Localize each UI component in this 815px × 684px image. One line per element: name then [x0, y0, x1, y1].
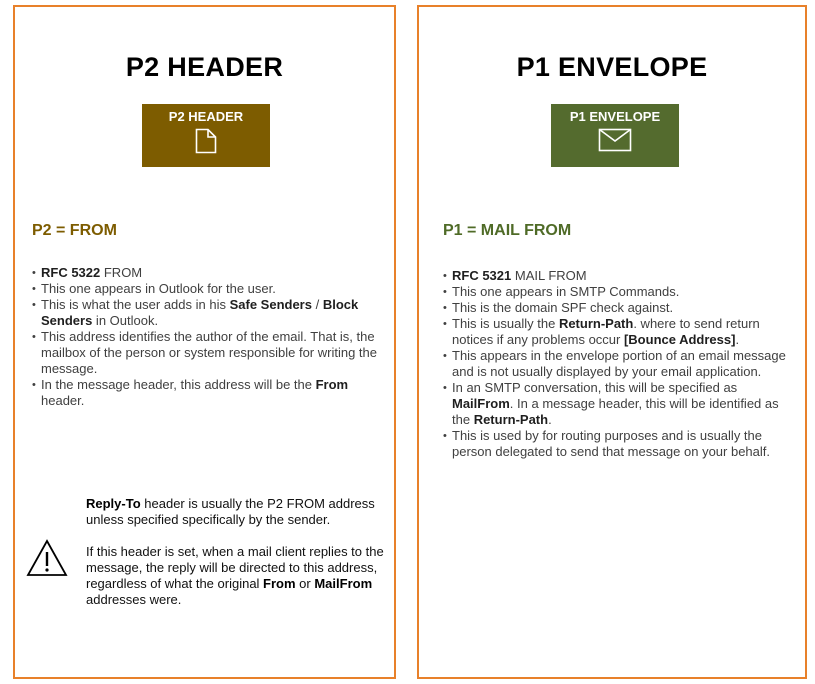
- bullet-item: [443, 284, 788, 300]
- bold-term: Reply-To: [86, 496, 141, 511]
- text-span: in Outlook.: [92, 313, 159, 328]
- bullet-item: [443, 380, 788, 428]
- p2-subheading: P2 = FROM: [32, 222, 117, 239]
- p1-title: P1 ENVELOPE: [516, 52, 708, 82]
- text-span: This is what the user adds in his: [41, 297, 230, 312]
- bold-term: Block Senders: [41, 297, 359, 328]
- text-span: This one appears in Outlook for the user.: [41, 281, 276, 296]
- text-span: /: [311, 297, 323, 312]
- p2-title: P2 HEADER: [125, 52, 284, 82]
- bullet-item: [443, 316, 788, 348]
- p2-badge: [142, 104, 270, 167]
- text-span: This appears in the envelope portion of an email message and is not usually displayed by your email application.: [452, 348, 786, 379]
- bullet-item: [32, 329, 377, 377]
- bullet-item: [443, 300, 788, 316]
- bullet-item: [32, 281, 377, 297]
- bullet-item: [443, 428, 788, 460]
- bullet-item: [32, 297, 377, 329]
- bold-term: RFC 5322: [41, 265, 101, 280]
- text-span: .: [548, 412, 552, 427]
- bold-term: [Bounce Address]: [623, 332, 736, 347]
- text-span: In the message header, this address will be the: [41, 377, 316, 392]
- bold-term: MailFrom: [452, 396, 510, 411]
- bullet-item: [443, 268, 788, 284]
- text-span: This is usually the: [452, 316, 559, 331]
- text-span: addresses were.: [86, 592, 182, 607]
- p2-header-panel: [13, 5, 396, 679]
- text-span: header.: [41, 393, 85, 408]
- text-span: This is used by for routing purposes and is usually the person delegated to send that message on your behalf.: [452, 428, 770, 459]
- p1-badge-label: P1 ENVELOPE: [569, 109, 661, 124]
- text-span: or: [295, 576, 315, 591]
- text-span: MAIL FROM: [511, 268, 587, 283]
- warning-icon: [26, 539, 68, 577]
- bold-term: Safe Senders: [229, 297, 312, 312]
- text-span: .: [735, 332, 740, 347]
- text-span: In an SMTP conversation, this will be specified as: [452, 380, 738, 395]
- bold-term: From: [315, 377, 349, 392]
- bullet-item: [32, 377, 377, 409]
- p1-envelope-panel: [417, 5, 807, 679]
- bullet-item: [443, 348, 788, 380]
- document-icon: [195, 128, 217, 154]
- p1-subheading: P1 = MAIL FROM: [443, 222, 572, 239]
- p2-bullet-list: [32, 265, 377, 409]
- text-span: . In a message header, this will be identified as the: [452, 396, 779, 427]
- bold-term: From: [263, 576, 296, 591]
- text-span: FROM: [100, 265, 143, 280]
- text-span: This is the domain SPF check against.: [452, 300, 674, 315]
- text-span: This one appears in SMTP Commands.: [452, 284, 680, 299]
- text-span: header is usually the P2 FROM address unless specified specifically by the sender.: [86, 496, 375, 527]
- bold-term: Return-Path: [558, 316, 634, 331]
- text-span: This address identifies the author of the email. That is, the mailbox of the person or system responsible for writing the message.: [41, 329, 377, 376]
- reply-to-note: [86, 496, 386, 608]
- envelope-icon: [598, 128, 632, 152]
- note-paragraph: [86, 496, 386, 528]
- p1-bullet-list: [443, 268, 788, 460]
- bullet-item: [32, 265, 377, 281]
- bold-term: RFC 5321: [452, 268, 512, 283]
- text-span: If this header is set, when a mail client replies to the message, the reply will be directed to this address, regardless of what the original: [86, 544, 384, 591]
- bold-term: MailFrom: [314, 576, 373, 591]
- note-paragraph: [86, 544, 386, 608]
- p1-badge: [551, 104, 679, 167]
- p2-badge-label: P2 HEADER: [168, 109, 244, 124]
- text-span: . where to send return notices if any problems occur: [452, 316, 760, 347]
- bold-term: Return-Path: [473, 412, 549, 427]
